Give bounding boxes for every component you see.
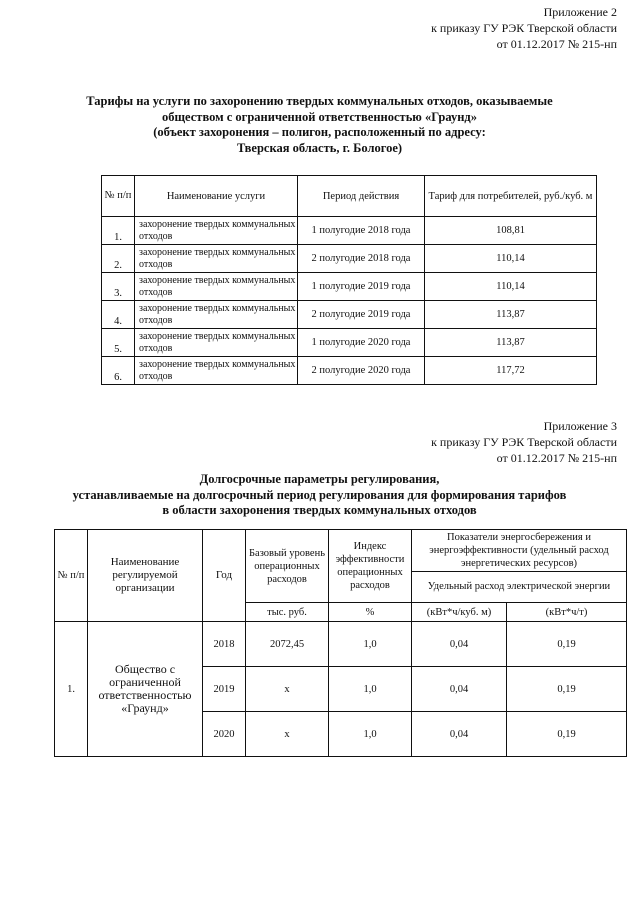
row-period: 1 полугодие 2019 года — [298, 273, 425, 301]
params-unit-e2: (кВт*ч/т) — [507, 603, 627, 622]
params-title-line-3: в области захоронения твердых коммунальных отходов — [162, 503, 477, 517]
header-num: № п/п — [102, 176, 135, 217]
table-row — [102, 245, 597, 273]
row-num: 1. — [102, 217, 135, 245]
table-row — [55, 622, 627, 667]
table-row — [102, 357, 597, 385]
params-unit-e1: (кВт*ч/куб. м) — [412, 603, 507, 622]
row-service: захоронение твердых коммунальных отходов — [135, 301, 298, 329]
params-e2: 0,19 — [507, 667, 627, 712]
row-service: захоронение твердых коммунальных отходов — [135, 217, 298, 245]
row-num: 3. — [102, 273, 135, 301]
table-row — [102, 273, 597, 301]
params-e2: 0,19 — [507, 712, 627, 757]
appendix-3-label: Приложение 3 — [543, 419, 617, 433]
params-org: Общество с ограниченной ответственностью «Граунд» — [88, 622, 203, 757]
row-tariff: 110,14 — [425, 273, 597, 301]
row-tariff: 117,72 — [425, 357, 597, 385]
row-num: 5. — [102, 329, 135, 357]
params-unit-base: тыс. руб. — [246, 603, 329, 622]
params-header-org: Наименование регулируемой организации — [88, 530, 203, 622]
params-index: 1,0 — [329, 667, 412, 712]
row-num: 6. — [102, 357, 135, 385]
tariff-title-line-2: обществом с ограниченной ответственностью «Граунд» — [162, 109, 477, 124]
params-title-line-2: устанавливаемые на долгосрочный период регулирования для формирования тарифов — [72, 487, 567, 502]
params-e1: 0,04 — [412, 622, 507, 667]
tariff-title — [0, 94, 639, 156]
row-service: захоронение твердых коммунальных отходов — [135, 357, 298, 385]
params-index: 1,0 — [329, 622, 412, 667]
row-tariff: 108,81 — [425, 217, 597, 245]
row-service: захоронение твердых коммунальных отходов — [135, 329, 298, 357]
row-period: 1 полугодие 2018 года — [298, 217, 425, 245]
appendix-2-date: от 01.12.2017 № 215-нп — [496, 37, 617, 51]
params-header-energy: Показатели энергосбережения и энергоэффективности (удельный расход энергетических ресурсов) — [412, 530, 627, 572]
params-num: 1. — [55, 622, 88, 757]
params-title-line-1: Долгосрочные параметры регулирования, — [199, 472, 440, 486]
params-title — [0, 472, 639, 519]
row-service: захоронение твердых коммунальных отходов — [135, 245, 298, 273]
tariff-table-header — [102, 176, 597, 217]
appendix-2-label: Приложение 2 — [543, 5, 617, 19]
tariff-table — [101, 175, 597, 385]
params-base: х — [246, 712, 329, 757]
appendix-2-header — [431, 4, 617, 52]
params-e1: 0,04 — [412, 667, 507, 712]
table-row — [102, 329, 597, 357]
params-year: 2018 — [203, 622, 246, 667]
params-year: 2020 — [203, 712, 246, 757]
tariff-title-line-3: (объект захоронения – полигон, расположенный по адресу: — [153, 125, 486, 139]
header-service: Наименование услуги — [135, 176, 298, 217]
params-header-base: Базовый уровень операционных расходов — [246, 530, 329, 603]
params-header-num: № п/п — [55, 530, 88, 622]
row-period: 2 полугодие 2018 года — [298, 245, 425, 273]
row-service: захоронение твердых коммунальных отходов — [135, 273, 298, 301]
params-header-index: Индекс эффективности операционных расходов — [329, 530, 412, 603]
params-header-year: Год — [203, 530, 246, 622]
params-year: 2019 — [203, 667, 246, 712]
row-num: 4. — [102, 301, 135, 329]
tariff-title-line-4: Тверская область, г. Бологое) — [236, 140, 403, 155]
params-e2: 0,19 — [507, 622, 627, 667]
params-unit-index: % — [329, 603, 412, 622]
appendix-3-date: от 01.12.2017 № 215-нп — [496, 451, 617, 465]
row-period: 2 полугодие 2020 года — [298, 357, 425, 385]
row-tariff: 110,14 — [425, 245, 597, 273]
params-header-electric: Удельный расход электрической энергии — [412, 571, 627, 602]
params-header-row-1 — [55, 530, 627, 572]
table-row — [102, 217, 597, 245]
row-period: 2 полугодие 2019 года — [298, 301, 425, 329]
appendix-3-header — [431, 418, 617, 466]
row-period: 1 полугодие 2020 года — [298, 329, 425, 357]
table-row — [102, 301, 597, 329]
row-tariff: 113,87 — [425, 329, 597, 357]
row-tariff: 113,87 — [425, 301, 597, 329]
appendix-3-order: к приказу ГУ РЭК Тверской области — [431, 435, 617, 449]
params-base: 2072,45 — [246, 622, 329, 667]
params-e1: 0,04 — [412, 712, 507, 757]
row-num: 2. — [102, 245, 135, 273]
tariff-title-line-1: Тарифы на услуги по захоронению твердых коммунальных отходов, оказываемые — [86, 94, 553, 108]
params-index: 1,0 — [329, 712, 412, 757]
params-base: х — [246, 667, 329, 712]
header-tariff: Тариф для потребителей, руб./куб. м — [425, 176, 597, 217]
params-table — [54, 529, 627, 757]
header-period: Период действия — [298, 176, 425, 217]
appendix-2-order: к приказу ГУ РЭК Тверской области — [431, 21, 617, 35]
